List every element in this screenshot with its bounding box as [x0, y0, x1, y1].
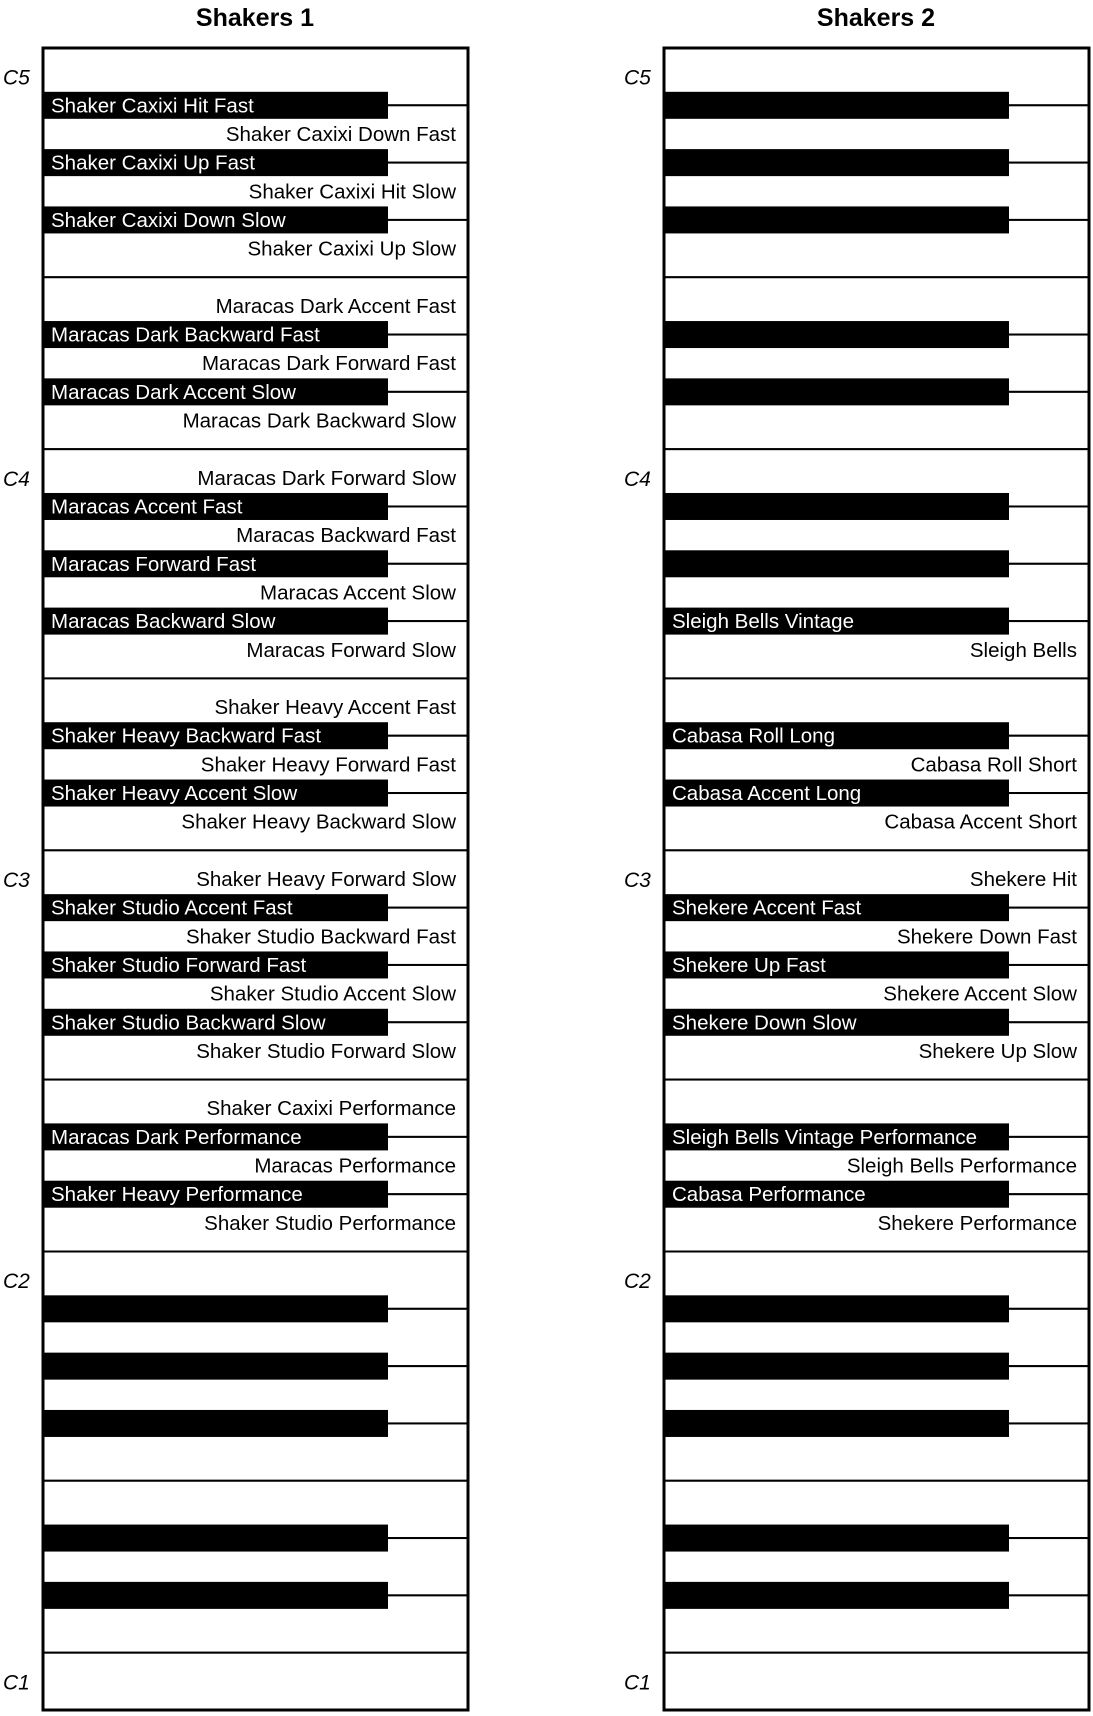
octave-label: C5 [3, 66, 30, 90]
white-key-label: Maracas Accent Slow [260, 581, 456, 605]
octave-label: C3 [3, 869, 30, 892]
white-key-label: Shaker Heavy Forward Fast [200, 753, 456, 777]
black-key-label: Shaker Studio Accent Fast [51, 896, 293, 920]
white-key [43, 1653, 468, 1710]
black-key-label: Maracas Dark Accent Slow [51, 380, 296, 404]
black-key-label: Shaker Heavy Accent Slow [51, 782, 298, 806]
black-key-label: Cabasa Accent Long [672, 782, 862, 806]
white-key-label: Shaker Caxixi Hit Slow [248, 180, 456, 204]
octave-label: C1 [3, 1671, 30, 1695]
black-key-label: Maracas Accent Fast [51, 495, 243, 519]
white-key-label: Shekere Hit [969, 868, 1077, 891]
white-key-label: Shaker Studio Backward Fast [185, 925, 456, 949]
black-key-label: Shekere Up Fast [672, 953, 826, 977]
white-key-label: Shekere Accent Slow [883, 982, 1077, 1006]
black-key [43, 1353, 388, 1380]
white-key-label: Shaker Heavy Backward Slow [181, 810, 456, 834]
white-key-label: Shaker Caxixi Up Slow [247, 237, 456, 261]
white-key-label: Cabasa Roll Short [910, 753, 1077, 777]
keyboard-title: Shakers 2 [816, 4, 936, 32]
white-key [664, 1653, 1089, 1710]
white-key-label: Shekere Down Fast [896, 925, 1077, 949]
octave-label: C4 [624, 467, 651, 491]
white-key-label: Shaker Heavy Accent Fast [214, 696, 456, 720]
white-key-label: Shaker Caxixi Down Fast [225, 122, 456, 146]
black-key [664, 1582, 1009, 1609]
black-key [664, 550, 1009, 577]
white-key-label: Shaker Studio Forward Slow [196, 1039, 456, 1063]
black-key [664, 321, 1009, 348]
white-key-label: Cabasa Accent Short [884, 810, 1077, 834]
black-key-label: Shaker Studio Backward Slow [51, 1011, 326, 1035]
keyboard-title: Shakers 1 [195, 4, 315, 32]
black-key-label: Shaker Heavy Backward Fast [51, 724, 322, 748]
white-key-label: Shekere Up Slow [918, 1039, 1077, 1063]
white-key-label: Sleigh Bells [969, 638, 1077, 662]
black-key-label: Maracas Backward Slow [51, 610, 276, 634]
black-key-label: Shaker Studio Forward Fast [51, 953, 307, 977]
white-key-label: Shaker Caxixi Performance [206, 1097, 456, 1121]
octave-label: C2 [3, 1270, 30, 1294]
white-key-label: Shaker Studio Performance [204, 1211, 456, 1235]
keyboard-2 [624, 4, 1089, 1710]
black-key [43, 1525, 388, 1552]
black-key [43, 1582, 388, 1609]
black-key [43, 1295, 388, 1322]
octave-label: C4 [3, 467, 30, 491]
black-key-label: Sleigh Bells Vintage Performance [672, 1125, 978, 1149]
black-key [43, 1410, 388, 1437]
black-key-label: Shaker Caxixi Up Fast [51, 151, 255, 175]
white-key-label: Maracas Dark Backward Slow [182, 409, 456, 433]
white-key-label: Shekere Performance [877, 1211, 1077, 1235]
white-key-label: Shaker Heavy Forward Slow [196, 868, 456, 891]
black-key [664, 378, 1009, 405]
white-key-label: Shaker Studio Accent Slow [209, 982, 456, 1006]
white-key-label: Sleigh Bells Performance [846, 1154, 1077, 1178]
black-key-label: Shekere Accent Fast [672, 896, 862, 920]
keyboard-1 [3, 4, 468, 1710]
black-key-label: Maracas Dark Backward Fast [51, 323, 320, 347]
black-key-label: Sleigh Bells Vintage [672, 610, 854, 634]
black-key-label: Shekere Down Slow [672, 1011, 857, 1035]
black-key [664, 92, 1009, 119]
black-key-label: Cabasa Roll Long [672, 724, 835, 748]
black-key-label: Cabasa Performance [672, 1183, 866, 1207]
octave-label: C5 [624, 66, 651, 90]
white-key-label: Maracas Forward Slow [246, 638, 456, 662]
black-key-label: Shaker Caxixi Hit Fast [51, 94, 254, 118]
black-key [664, 1353, 1009, 1380]
white-key-label: Maracas Backward Fast [236, 524, 456, 548]
black-key [664, 1295, 1009, 1322]
white-key-label: Maracas Performance [254, 1154, 456, 1178]
black-key [664, 1525, 1009, 1552]
black-key [664, 493, 1009, 520]
black-key [664, 206, 1009, 233]
octave-label: C1 [624, 1671, 651, 1695]
white-key-label: Maracas Dark Forward Fast [201, 352, 456, 376]
octave-label: C2 [624, 1270, 651, 1294]
black-key-label: Maracas Dark Performance [51, 1125, 302, 1149]
black-key [664, 149, 1009, 176]
black-key-label: Shaker Heavy Performance [51, 1183, 303, 1207]
octave-label: C3 [624, 869, 651, 892]
black-key [664, 1410, 1009, 1437]
black-key-label: Shaker Caxixi Down Slow [51, 208, 286, 232]
white-key-label: Maracas Dark Accent Fast [215, 294, 456, 318]
black-key-label: Maracas Forward Fast [51, 552, 257, 576]
white-key-label: Maracas Dark Forward Slow [197, 466, 456, 490]
